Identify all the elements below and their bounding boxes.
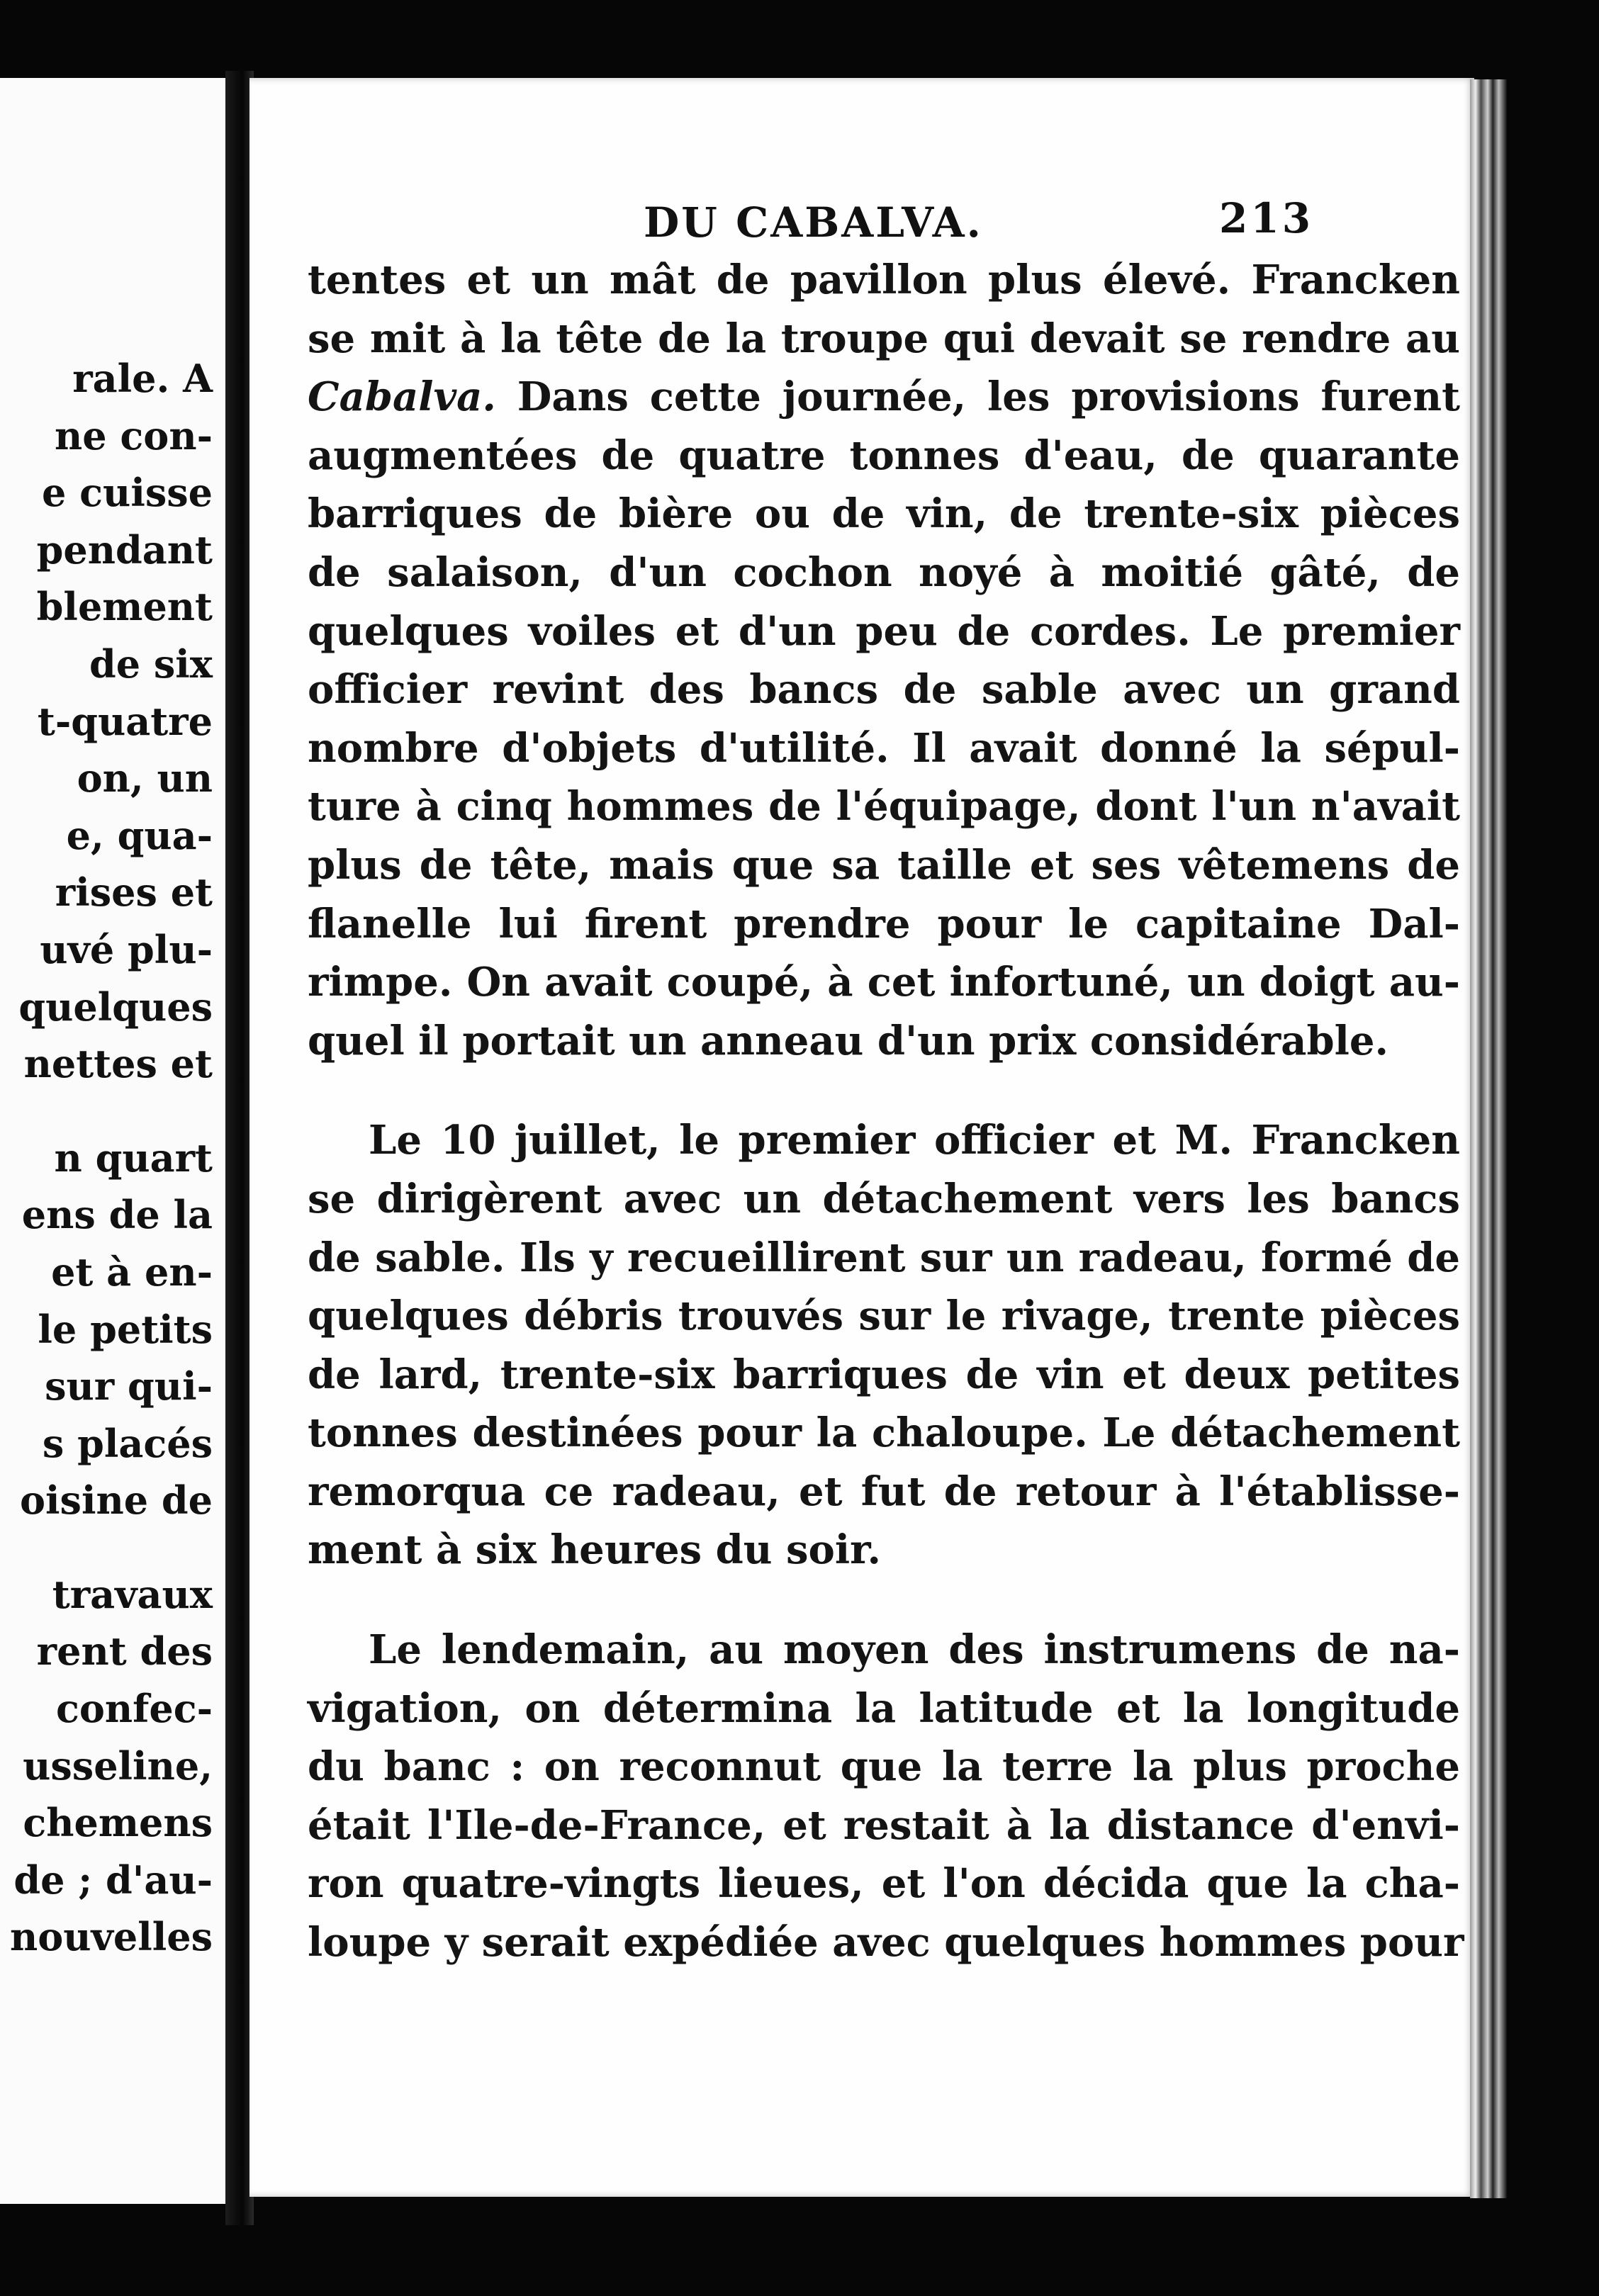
text-line: se mit à la tête de la troupe qui devait se rendre au xyxy=(308,315,1460,362)
previous-page-line: nettes et xyxy=(23,1041,213,1087)
ship-name: Cabalva. xyxy=(308,373,496,421)
text-line: remorqua ce radeau, et fut de retour à l'établisse- xyxy=(308,1468,1460,1515)
previous-page-line: quelques xyxy=(18,984,213,1030)
body-text xyxy=(308,251,1464,1972)
previous-page-line: chemens xyxy=(23,1800,213,1846)
text-line: était l'Ile-de-France, et restait à la distance d'envi- xyxy=(308,1801,1460,1849)
previous-page-line: nouvelles xyxy=(9,1914,213,1960)
text-line: Le 10 juillet, le premier officier et M. Francken xyxy=(369,1117,1460,1164)
text-line: se dirigèrent avec un détachement vers les bancs xyxy=(308,1175,1460,1222)
current-page xyxy=(249,78,1474,2197)
previous-page-line: le petits xyxy=(38,1306,213,1352)
text-line: loupe y serait expédiée avec quelques hommes pour xyxy=(308,1919,1464,1966)
text-line: de lard, trente-six barriques de vin et deux petites xyxy=(308,1351,1460,1398)
text-line: nombre d'objets d'utilité. Il avait donné la sépul- xyxy=(308,724,1460,772)
previous-page-line: rent des xyxy=(36,1628,213,1675)
previous-page-line: t-quatre xyxy=(37,698,213,744)
running-title: DU CABALVA. xyxy=(644,198,983,247)
previous-page-line: uvé plu- xyxy=(40,926,213,972)
previous-page-line: de six xyxy=(89,641,213,687)
previous-page-line: blement xyxy=(36,584,213,630)
previous-page-line: et à en- xyxy=(51,1249,213,1295)
text-line: vigation, on détermina la latitude et la longitude xyxy=(308,1684,1460,1732)
paragraph-1 xyxy=(308,251,1460,1070)
previous-page-fragment xyxy=(0,78,230,2204)
previous-page-line: rises et xyxy=(55,870,213,916)
text-line: ment à six heures du soir. xyxy=(308,1526,882,1574)
text-line: plus de tête, mais que sa taille et ses vêtemens de xyxy=(308,841,1460,889)
previous-page-line: confec- xyxy=(55,1686,213,1732)
paragraph-2 xyxy=(308,1111,1460,1580)
paragraph-gap xyxy=(10,1093,213,1130)
previous-page-line: rale. A xyxy=(72,356,213,401)
text-line: ron quatre-vingts lieues, et l'on décida que la cha- xyxy=(308,1860,1460,1908)
text-line: barriques de bière ou de vin, de trente-six pièces xyxy=(308,490,1460,538)
previous-page-line: pendant xyxy=(36,527,213,573)
text-line: Le lendemain, au moyen des instrumens de na- xyxy=(369,1626,1460,1674)
text-line: rimpe. On avait coupé, à cet infortuné, un doigt au- xyxy=(308,959,1460,1006)
text-line: du banc : on reconnut que la terre la plus proche xyxy=(308,1743,1460,1791)
text-line: augmentées de quatre tonnes d'eau, de quarante xyxy=(308,432,1460,479)
previous-page-line: e, qua- xyxy=(66,812,213,858)
previous-page-line: sur qui- xyxy=(45,1363,213,1409)
previous-page-line: travaux xyxy=(52,1571,213,1617)
previous-page-line: e cuisse xyxy=(42,470,213,516)
previous-page-line: ne con- xyxy=(55,412,213,458)
previous-page-line: ens de la xyxy=(21,1192,213,1238)
text-line: tentes et un mât de pavillon plus élevé. Francken xyxy=(308,257,1460,303)
text-line: officier revint des bancs de sable avec un grand xyxy=(308,666,1460,714)
paragraph-3 xyxy=(308,1621,1464,1972)
previous-page-line: n quart xyxy=(54,1135,213,1181)
previous-page-text xyxy=(10,350,213,1966)
text-line: quelques voiles et d'un peu de cordes. Le premier xyxy=(308,607,1460,655)
previous-page-line: de ; d'au- xyxy=(13,1857,213,1903)
previous-page-line: oisine de xyxy=(20,1478,213,1524)
page-number: 213 xyxy=(1219,194,1314,242)
paragraph-gap xyxy=(10,1529,213,1566)
previous-page-line: s placés xyxy=(42,1420,213,1466)
text-line: tonnes destinées pour la chaloupe. Le détachement xyxy=(308,1409,1460,1457)
previous-page-line: usseline, xyxy=(23,1743,213,1789)
text-line: ture à cinq hommes de l'équipage, dont l'un n'avait xyxy=(308,783,1460,831)
text-line: de sable. Ils y recueillirent sur un radeau, formé de xyxy=(308,1234,1460,1281)
text-line: quelques débris trouvés sur le rivage, trente pièces xyxy=(308,1293,1460,1340)
text-line: quel il portait un anneau d'un prix considérable. xyxy=(308,1017,1389,1064)
text-line: de salaison, d'un cochon noyé à moitié gâté, de xyxy=(308,548,1460,596)
page-block-edge xyxy=(1470,79,1507,2198)
text-line: Cabalva. Dans cette journée, les provisions furent xyxy=(308,373,1460,421)
previous-page-line: on, un xyxy=(77,755,213,801)
text-line: flanelle lui firent prendre pour le capitaine Dal- xyxy=(308,900,1460,947)
